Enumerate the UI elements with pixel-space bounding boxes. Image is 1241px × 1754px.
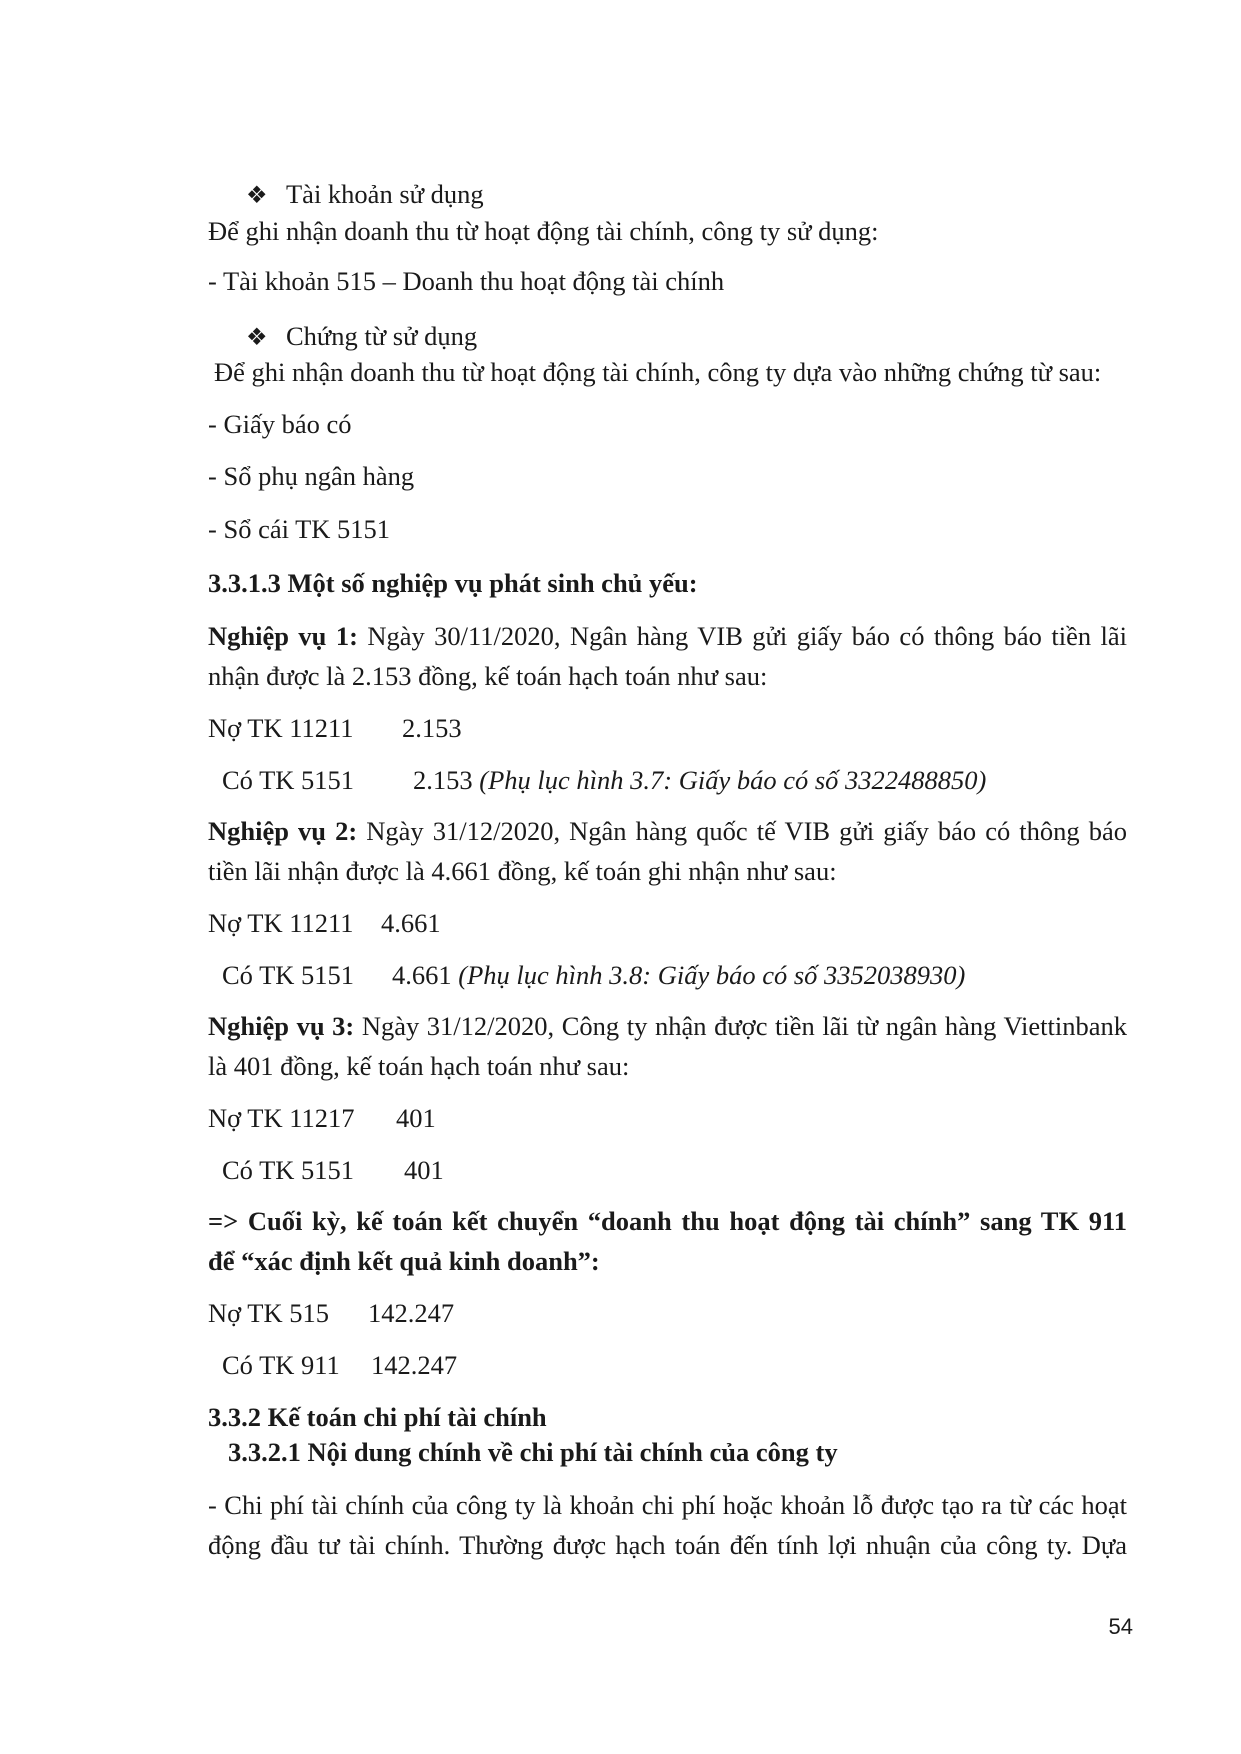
voucher-item: - Sổ cái TK 5151 [208, 514, 391, 544]
tx3-paragraph-line2: là 401 đồng, kế toán hạch toán như sau: [208, 1051, 630, 1081]
tx2-debit-entry: Nợ TK 11211 4.661 [208, 908, 441, 938]
tx1-label: Nghiệp vụ 1: [208, 621, 358, 651]
bullet-account-heading: ❖ Tài khoản sử dụng [246, 176, 1127, 214]
tx3-debit-entry: Nợ TK 11217 401 [208, 1103, 436, 1133]
section-heading-3321: 3.3.2.1 Nội dung chính về chi phí tài chính của công ty [228, 1437, 838, 1467]
closing-statement-line1: => Cuối kỳ, kế toán kết chuyển “doanh thu hoạt động tài chính” sang TK 911 [208, 1206, 1127, 1236]
tx3-credit-entry: Có TK 5151 401 [222, 1155, 444, 1185]
closing-debit-entry: Nợ TK 515 142.247 [208, 1298, 455, 1328]
tx1-credit-entry: Có TK 5151 2.153 (Phụ lục hình 3.7: Giấy báo có số 3322488850) [222, 765, 987, 795]
tx2-credit-entry: Có TK 5151 4.661 (Phụ lục hình 3.8: Giấy báo có số 3352038930) [222, 960, 966, 990]
cost-paragraph-line1: - Chi phí tài chính của công ty là khoản chi phí hoặc khoản lỗ được tạo ra từ các hoạt [208, 1490, 1127, 1520]
tx3-label: Nghiệp vụ 3: [208, 1011, 355, 1041]
tx1-debit-entry: Nợ TK 11211 2.153 [208, 713, 462, 743]
section-heading-332: 3.3.2 Kế toán chi phí tài chính [208, 1402, 547, 1432]
tx2-paragraph-line1: Nghiệp vụ 2: Ngày 31/12/2020, Ngân hàng quốc tế VIB gửi giấy báo có thông báo [208, 816, 1127, 846]
tx2-paragraph-line2: tiền lãi nhận được là 4.661 đồng, kế toán ghi nhận như sau: [208, 856, 837, 886]
voucher-item: - Sổ phụ ngân hàng [208, 461, 415, 491]
closing-credit-entry: Có TK 911 142.247 [222, 1350, 458, 1380]
tx3-paragraph-line1: Nghiệp vụ 3: Ngày 31/12/2020, Công ty nhận được tiền lãi từ ngân hàng Viettinbank [208, 1011, 1127, 1041]
voucher-item: - Giấy báo có [208, 409, 352, 439]
page-number: 54 [1108, 1614, 1133, 1639]
tx2-label: Nghiệp vụ 2: [208, 816, 358, 846]
diamond-bullet-icon: ❖ [246, 325, 268, 351]
tx1-paragraph-line1: Nghiệp vụ 1: Ngày 30/11/2020, Ngân hàng VIB gửi giấy báo có thông báo tiền lãi [208, 621, 1127, 651]
cost-paragraph-line2: động đầu tư tài chính. Thường được hạch toán đến tính lợi nhuận của công ty. Dựa [208, 1530, 1127, 1560]
account-intro: Để ghi nhận doanh thu từ hoạt động tài chính, công ty sử dụng: [208, 216, 879, 246]
closing-statement-line2: để “xác định kết quả kinh doanh”: [208, 1246, 600, 1276]
tx1-paragraph-line2: nhận được là 2.153 đồng, kế toán hạch toán như sau: [208, 661, 768, 691]
bullet-voucher-heading: ❖ Chứng từ sử dụng [246, 318, 1127, 356]
section-heading-3313: 3.3.1.3 Một số nghiệp vụ phát sinh chủ yếu: [208, 568, 698, 598]
account-item: - Tài khoản 515 – Doanh thu hoạt động tài chính [208, 266, 725, 296]
voucher-intro: Để ghi nhận doanh thu từ hoạt động tài chính, công ty dựa vào những chứng từ sau: [214, 357, 1102, 387]
diamond-bullet-icon: ❖ [246, 183, 268, 209]
